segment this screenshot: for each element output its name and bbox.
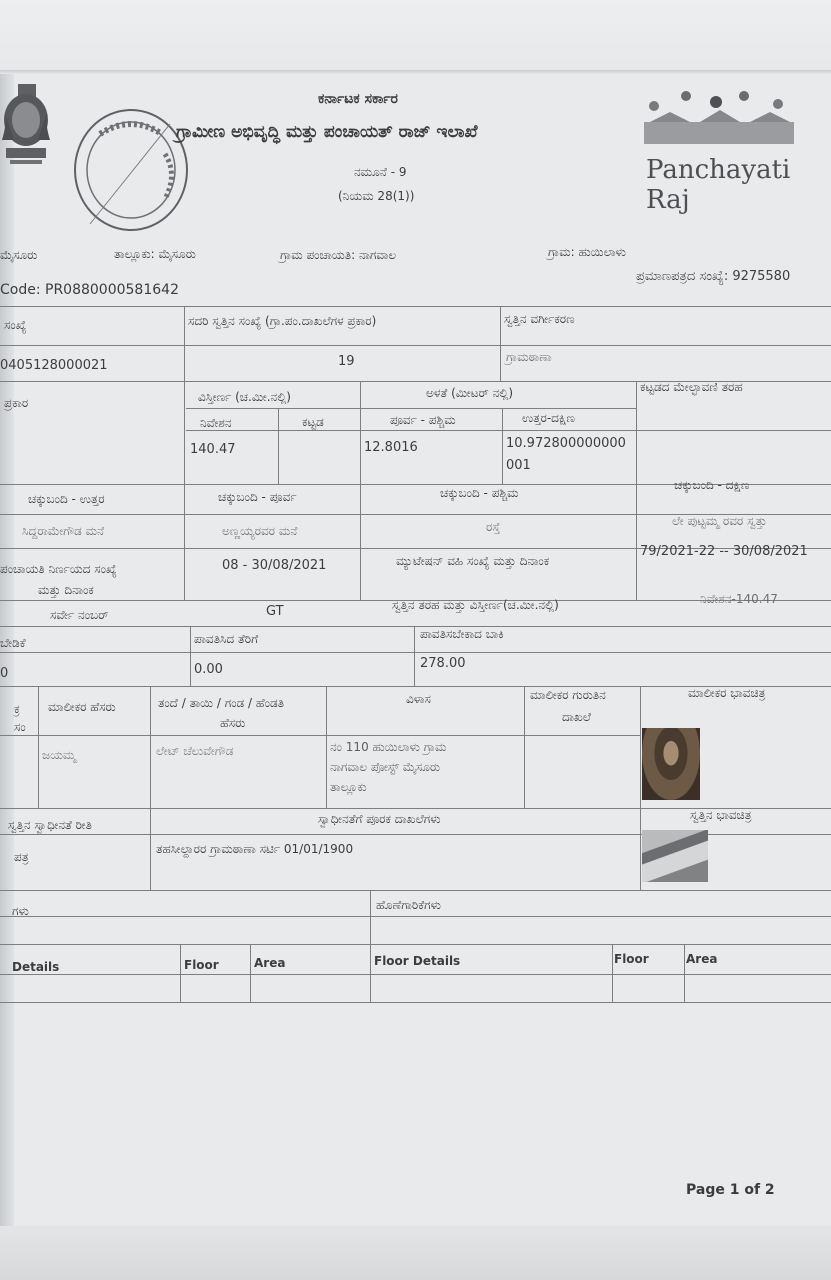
floor-header-1: Floor (184, 958, 219, 972)
address-line-2: ನಾಗವಾಲ ಪೋಸ್ಟ್ ಮೈಸೂರು (330, 760, 441, 774)
address-line-3: ತಾಲ್ಲೂಕು (330, 780, 367, 794)
table-border (250, 944, 251, 1002)
table-border (370, 890, 371, 1002)
govt-title: ಕರ್ನಾಟಕ ಸರ್ಕಾರ (318, 91, 398, 107)
owner-name-value: ಜಯಮ್ಮ (42, 748, 76, 762)
table-border (0, 1002, 831, 1003)
department-title: ಗ್ರಾಮೀಣ ಅಭಿವೃದ್ಧಿ ಮತ್ತು ಪಂಚಾಯತ್ ರಾಜ್ ಇಲಾಖೆ (176, 122, 478, 142)
table-border (360, 381, 361, 600)
table-border (0, 306, 831, 307)
owner-id-header-2: ದಾಖಲೆ (562, 710, 591, 724)
certificate-number: ಪ್ರಮಾಣಪತ್ರದ ಸಂಖ್ಯೆ: 9275580 (636, 269, 791, 284)
relative-name-header-2: ಹೆಸರು (220, 716, 246, 730)
gp-resolution-header: ಪಂಚಾಯತಿ ನಿರ್ಣಯದ ಸಂಖ್ಯೆ (0, 562, 117, 576)
paid-tax-header: ಪಾವತಿಸಿದ ತೆರಿಗೆ (194, 632, 259, 646)
page-number: Page 1 of 2 (686, 1182, 775, 1198)
property-number-value: 0405128000021 (0, 358, 108, 373)
table-border (150, 686, 151, 890)
table-border (186, 408, 636, 409)
site-area-value: 140.47 (190, 442, 236, 457)
table-border (186, 430, 831, 431)
table-border (0, 944, 831, 945)
east-boundary-header: ಚಕ್ಕುಬಂದಿ - ಪೂರ್ವ (218, 490, 297, 504)
table-border (0, 345, 831, 346)
north-boundary-header: ಚಕ್ಕುಬಂದಿ - ಉತ್ತರ (28, 492, 105, 506)
rule-number: (ನಿಯಮ 28(1)) (338, 189, 415, 203)
page-fold (0, 70, 831, 74)
north-south-value: 10.972800000000 (506, 436, 626, 451)
address-line-1: ನಂ 110 ಹುಯಿಲಾಳು ಗ್ರಾಮ (330, 740, 447, 754)
possession-method-header: ಸ್ವತ್ತಿನ ಸ್ವಾಧೀನತೆ ರೀತಿ (8, 818, 92, 832)
table-border (684, 944, 685, 1002)
table-border (0, 974, 831, 975)
gp-property-number-header: ಸದರಿ ಸ್ವತ್ತಿನ ಸಂಖ್ಯೆ (ಗ್ರಾ.ಪಂ.ದಾಖಲೆಗಳ ಪ್ರಕಾರ) (188, 314, 377, 328)
table-border (0, 916, 831, 917)
table-border (184, 306, 185, 600)
property-type-value: ನಿವೇಶನ-140.47 (700, 592, 778, 606)
taluk-label: ತಾಲ್ಲೂಕು: ಮೈಸೂರು (114, 247, 196, 261)
north-south-value-cont: 001 (506, 458, 531, 473)
table-border (640, 686, 641, 890)
address-header: ವಿಳಾಸ (406, 692, 431, 706)
survey-number-header: ಸರ್ವೇ ನಂಬರ್ (50, 608, 109, 622)
owner-id-header: ಮಾಲೀಕರ ಗುರುತಿನ (530, 688, 606, 702)
owner-photo-header: ಮಾಲೀಕರ ಭಾವಚಿತ್ರ (688, 686, 766, 700)
west-boundary-value: ರಸ್ತೆ (486, 520, 501, 534)
supporting-docs-value: ತಹಸೀಲ್ದಾರರ ಗ್ರಾಮಠಾಣಾ ಸರ್ಟಿ 01/01/1900 (156, 842, 354, 856)
demand-value: 0 (0, 666, 9, 681)
survey-number-value: GT (266, 604, 284, 619)
roof-type-header: ಕಟ್ಟಡದ ಮೇಲ್ಛಾವಣಿ ತರಹ (640, 380, 743, 394)
table-border (636, 381, 637, 600)
building-header: ಕಟ್ಟಡ (302, 415, 324, 429)
panchayati-raj-logo-icon (640, 88, 800, 148)
supporting-docs-header: ಸ್ವಾಧೀನತೆಗೆ ಪೂರಕ ದಾಖಲೆಗಳು (318, 812, 441, 826)
official-seal-icon (70, 104, 192, 236)
gp-property-number-value: 19 (338, 354, 355, 369)
form-number: ನಮೂನೆ - 9 (354, 165, 407, 179)
property-photo (642, 830, 708, 882)
gp-resolution-value: 08 - 30/08/2021 (222, 558, 327, 573)
page-bottom (0, 1226, 831, 1280)
south-boundary-header: ಚಕ್ಕುಬಂದಿ - ದಕ್ಷಿಣ (674, 478, 750, 492)
east-boundary-value: ಅಣ್ಣಯ್ಯರವರ ಮನೆ (222, 524, 298, 538)
gram-panchayat-label: ಗ್ರಾಮ ಪಂಚಾಯತಿ: ನಾಗವಾಲ (280, 248, 397, 262)
gp-resolution-header-2: ಮತ್ತು ದಿನಾಂಕ (38, 583, 94, 597)
table-border (612, 944, 613, 1002)
area-header-1: Area (254, 956, 286, 970)
table-border (414, 626, 415, 686)
table-border (0, 652, 831, 653)
table-border (278, 408, 279, 484)
panchayati-raj-brand: Panchayati Raj (646, 155, 791, 215)
mutation-value: 79/2021-22 -- 30/08/2021 (640, 544, 808, 559)
north-south-header: ಉತ್ತರ-ದಕ್ಷಿಣ (522, 411, 575, 425)
property-class-header: ಸ್ವತ್ತಿನ ವರ್ಗೀಕರಣ (504, 312, 575, 326)
east-west-header: ಪೂರ್ವ - ಪಶ್ಚಿಮ (390, 413, 456, 427)
table-border (0, 890, 831, 891)
property-code: Code: PR0880000581642 (0, 282, 179, 298)
floor-details-header-2: Floor Details (374, 954, 461, 968)
liabilities-left-header: ಗಳು (12, 904, 29, 918)
table-border (524, 686, 525, 808)
floor-header-2: Floor (614, 952, 649, 966)
type-header: ಪ್ರಕಾರ (4, 396, 29, 410)
district-label: ಮೈಸೂರು (0, 248, 38, 262)
possession-method-value: ಪತ್ರ (14, 850, 29, 864)
relative-name-header: ತಂದೆ / ತಾಯಿ / ಗಂಡ / ಹೆಂಡತಿ (158, 696, 284, 710)
demand-header: ಬೇಡಿಕೆ (0, 636, 26, 650)
table-border (0, 735, 640, 736)
liabilities-header: ಹೊಣೆಗಾರಿಕೆಗಳು (376, 898, 441, 912)
table-border (180, 944, 181, 1002)
property-class-value: ಗ್ರಾಮಠಾಣಾ (506, 350, 552, 364)
background-strip (0, 0, 831, 76)
property-photo-header: ಸ್ವತ್ತಿನ ಭಾವಚಿತ್ರ (690, 808, 752, 822)
table-border (0, 626, 831, 627)
area-header-2: Area (686, 952, 718, 966)
relative-name-value: ಲೇಟ್ ಚೆಲುವೇಗೌಡ (156, 744, 234, 758)
property-type-header: ಸ್ವತ್ತಿನ ತರಹ ಮತ್ತು ವಿಸ್ತೀರ್ಣ(ಚ.ಮೀ.ನಲ್ಲಿ) (392, 598, 559, 612)
table-border (502, 408, 503, 484)
table-border (190, 626, 191, 686)
serial-header: ಕ್ರ (14, 702, 20, 716)
mutation-header: ಮ್ಯುಟೇಷನ್ ವಹಿ ಸಂಖ್ಯೆ ಮತ್ತು ದಿನಾಂಕ (396, 554, 550, 568)
north-boundary-value: ಸಿದ್ದರಾಮೇಗೌಡ ಮನೆ (22, 524, 105, 538)
floor-details-header-1: Details (12, 960, 60, 974)
owner-name-header: ಮಾಲೀಕರ ಹೆಸರು (48, 700, 116, 714)
serial-header-2: ಸಂ (14, 720, 26, 734)
table-border (38, 686, 39, 808)
village-label: ಗ್ರಾಮ: ಹುಯಿಲಾಳು (548, 245, 626, 259)
south-boundary-value: ಲೇ ಪುಟ್ಟಮ್ಮ ರವರ ಸ್ವತ್ತು (672, 514, 767, 528)
due-balance-header: ಪಾವತಿಸಬೇಕಾದ ಬಾಕಿ (420, 627, 504, 641)
paid-tax-value: 0.00 (194, 662, 223, 677)
due-balance-value: 278.00 (420, 656, 466, 671)
property-number-header: ಸಂಖ್ಯೆ (4, 318, 27, 332)
owner-photo (642, 728, 700, 800)
site-header: ನಿವೇಶನ (200, 416, 232, 430)
area-header: ವಿಸ್ತೀರ್ಣ (ಚ.ಮೀ.ನಲ್ಲಿ) (198, 390, 291, 404)
measurement-header: ಅಳತೆ (ಮೀಟರ್ ನಲ್ಲಿ) (426, 386, 514, 400)
table-border (500, 306, 501, 381)
table-border (326, 686, 327, 808)
west-boundary-header: ಚಕ್ಕುಬಂದಿ - ಪಶ್ಚಿಮ (440, 486, 519, 500)
east-west-value: 12.8016 (364, 440, 418, 455)
